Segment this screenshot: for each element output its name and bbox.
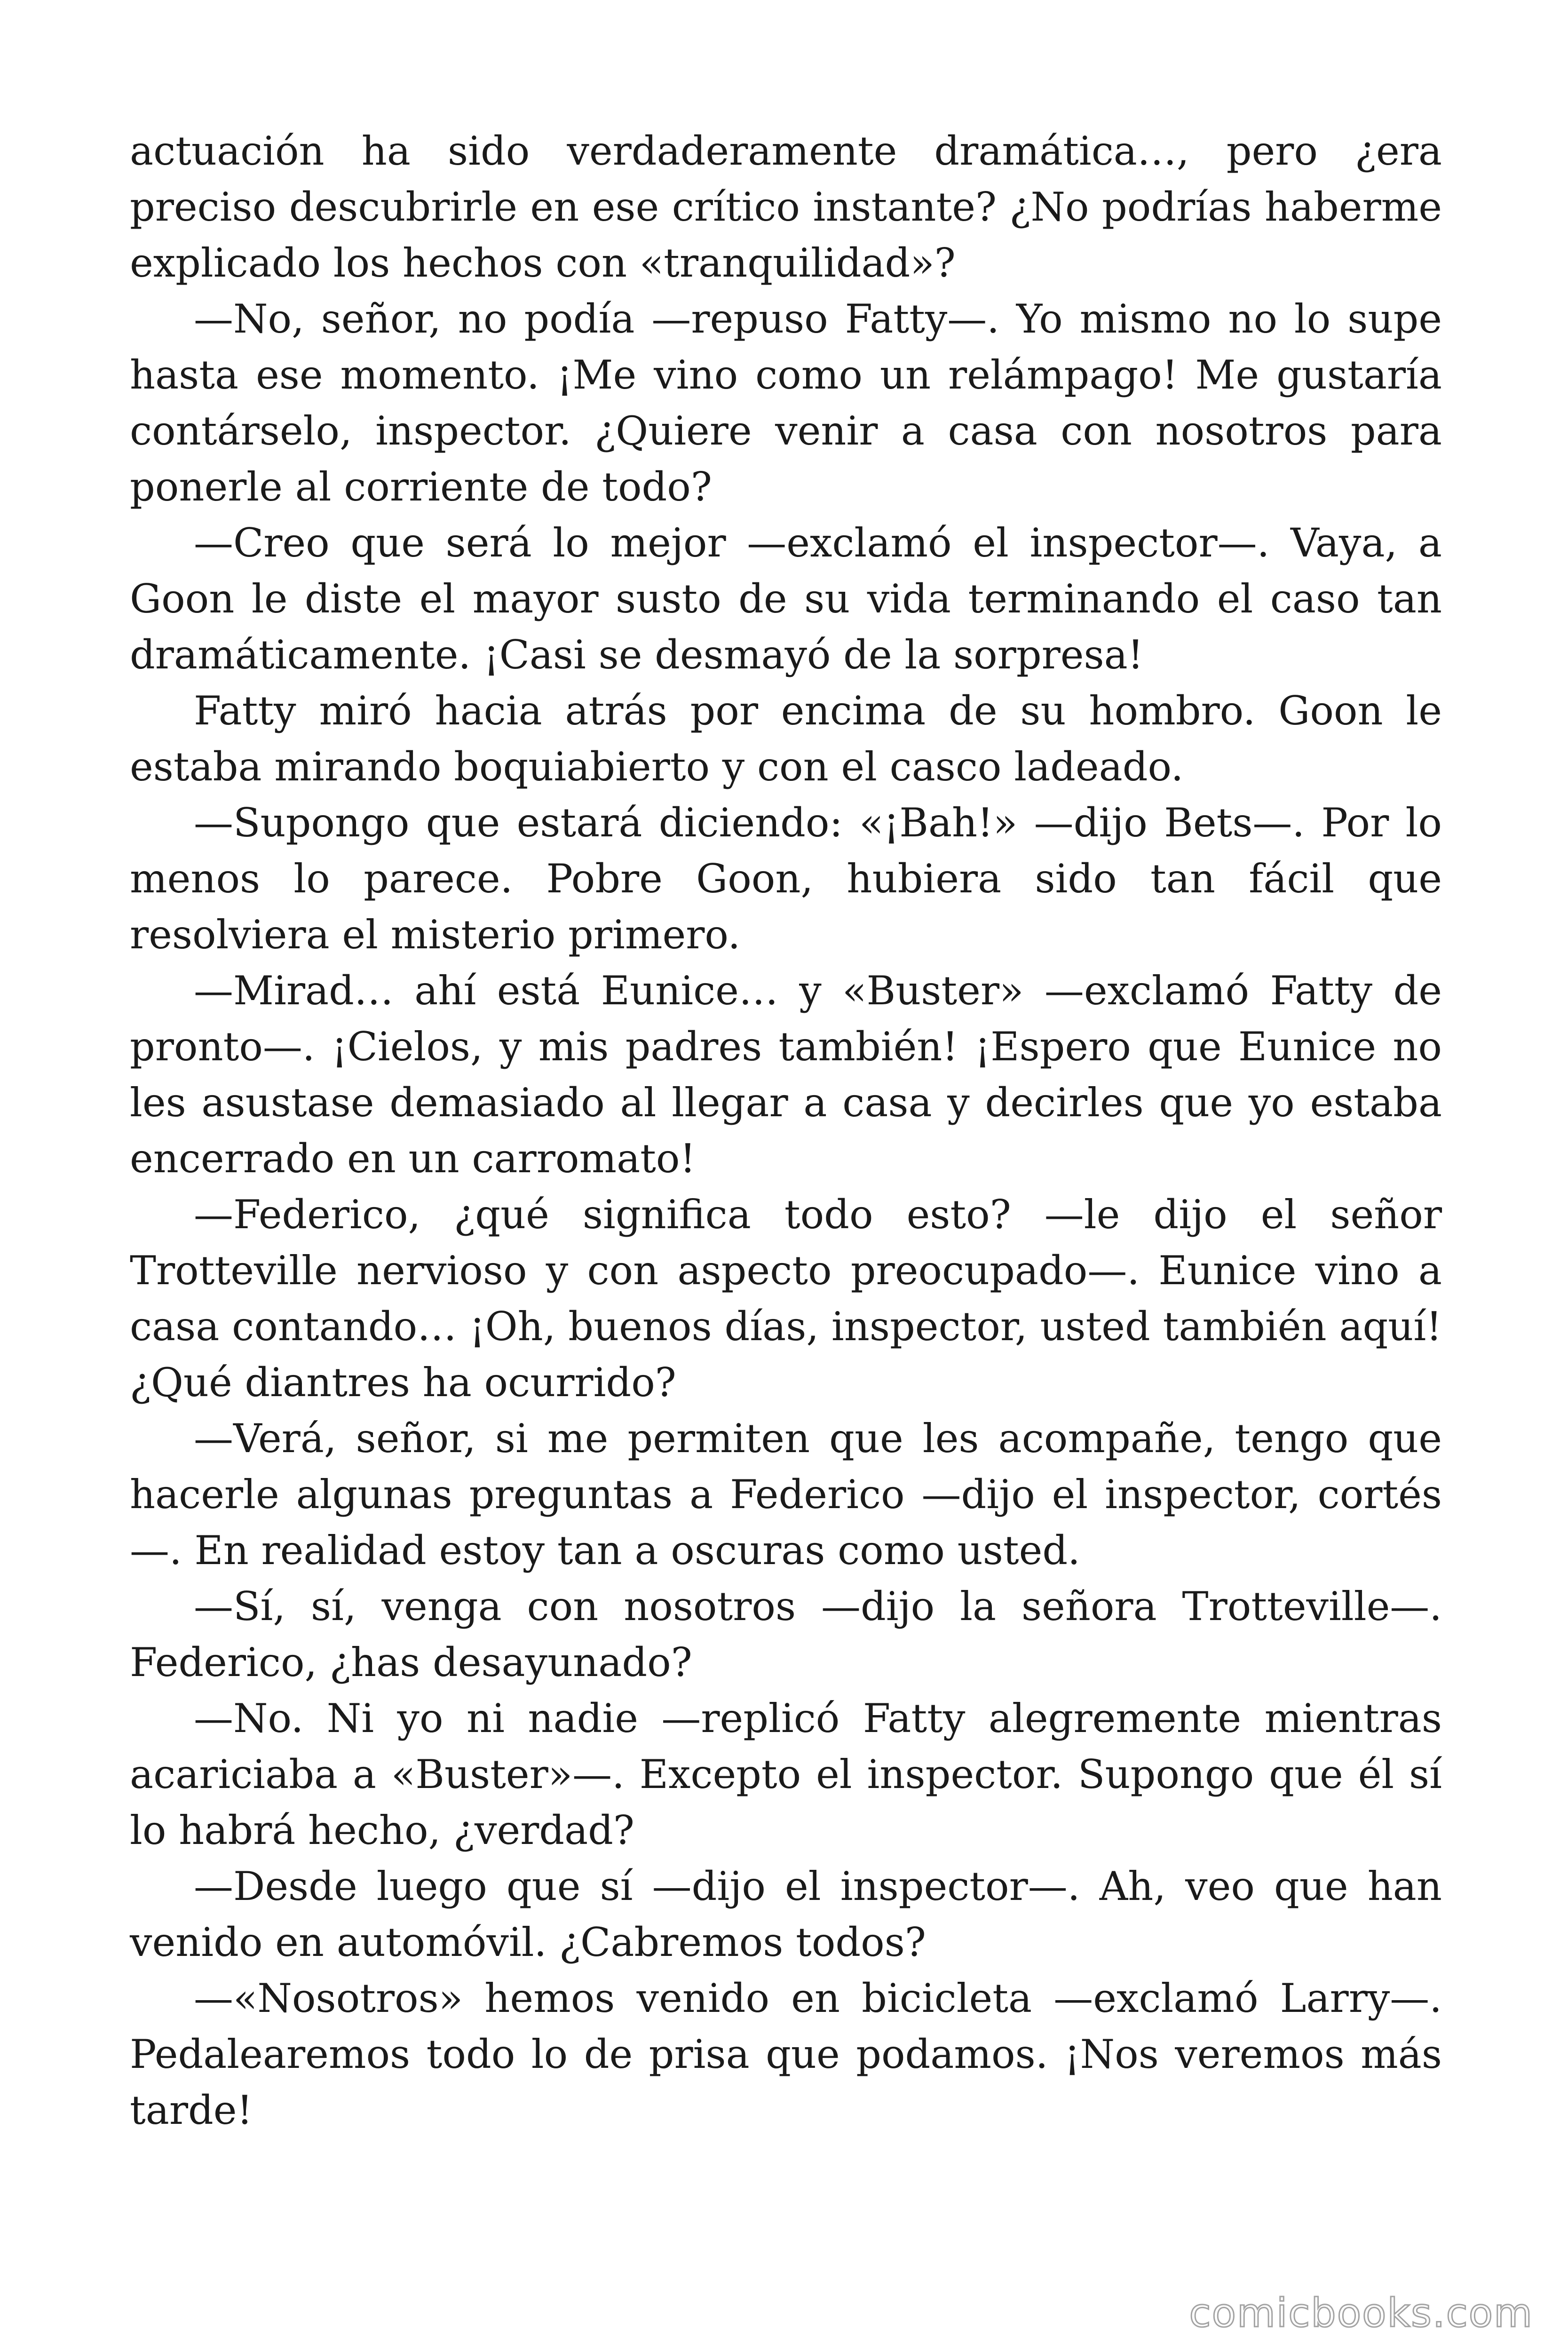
paragraph: Fatty miró hacia atrás por encima de su hombro. Goon le estaba mirando boquiabierto y con el casco ladeado. bbox=[130, 688, 1442, 790]
paragraph: —Mirad… ahí está Eunice… y «Buster» —exclamó Fatty de pronto—. ¡Cielos, y mis padres también! ¡Espero que Eunice no les asustase demasiado al llegar a casa y decirles que yo estaba encerrado en un carromato! bbox=[130, 968, 1442, 1182]
site-watermark: comicbooks.com bbox=[1189, 2290, 1533, 2336]
paragraph: —Sí, sí, venga con nosotros —dijo la señora Trotteville—. Federico, ¿has desayunado? bbox=[130, 1583, 1442, 1685]
paragraph: —«Nosotros» hemos venido en bicicleta —exclamó Larry—. Pedalearemos todo lo de prisa que podamos. ¡Nos veremos más tarde! bbox=[130, 1975, 1442, 2133]
paragraph: —No, señor, no podía —repuso Fatty—. Yo mismo no lo supe hasta ese momento. ¡Me vino como un relámpago! Me gustaría contárselo, inspector. ¿Quiere venir a casa con nosotros para ponerle al corriente de todo? bbox=[130, 296, 1442, 510]
paragraph: —Federico, ¿qué significa todo esto? —le dijo el señor Trotteville nervioso y con aspecto preocupado—. Eunice vino a casa contando… ¡Oh, buenos días, inspector, usted también aquí! ¿Qué diantres ha ocurrido? bbox=[130, 1192, 1442, 1406]
paragraph-continued: actuación ha sido verdaderamente dramática…, pero ¿era preciso descubrirle en ese crítico instante? ¿No podrías haberme explicado los hechos con «tranquilidad»? bbox=[130, 128, 1442, 286]
paragraph: —No. Ni yo ni nadie —replicó Fatty alegremente mientras acariciaba a «Buster»—. Excepto el inspector. Supongo que él sí lo habrá hecho, ¿verdad? bbox=[130, 1695, 1442, 1853]
paragraph: —Supongo que estará diciendo: «¡Bah!» —dijo Bets—. Por lo menos lo parece. Pobre Goon, hubiera sido tan fácil que resolviera el misterio primero. bbox=[130, 800, 1442, 958]
paragraph: —Creo que será lo mejor —exclamó el inspector—. Vaya, a Goon le diste el mayor susto de su vida terminando el caso tan dramáticamente. ¡Casi se desmayó de la sorpresa! bbox=[130, 520, 1442, 678]
page-body-text bbox=[130, 123, 1442, 2138]
paragraph: —Verá, señor, si me permiten que les acompañe, tengo que hacerle algunas preguntas a Federico —dijo el inspector, cortés—. En realidad estoy tan a oscuras como usted. bbox=[130, 1415, 1442, 1573]
paragraph: —Desde luego que sí —dijo el inspector—. Ah, veo que han venido en automóvil. ¿Cabremos todos? bbox=[130, 1863, 1442, 1965]
